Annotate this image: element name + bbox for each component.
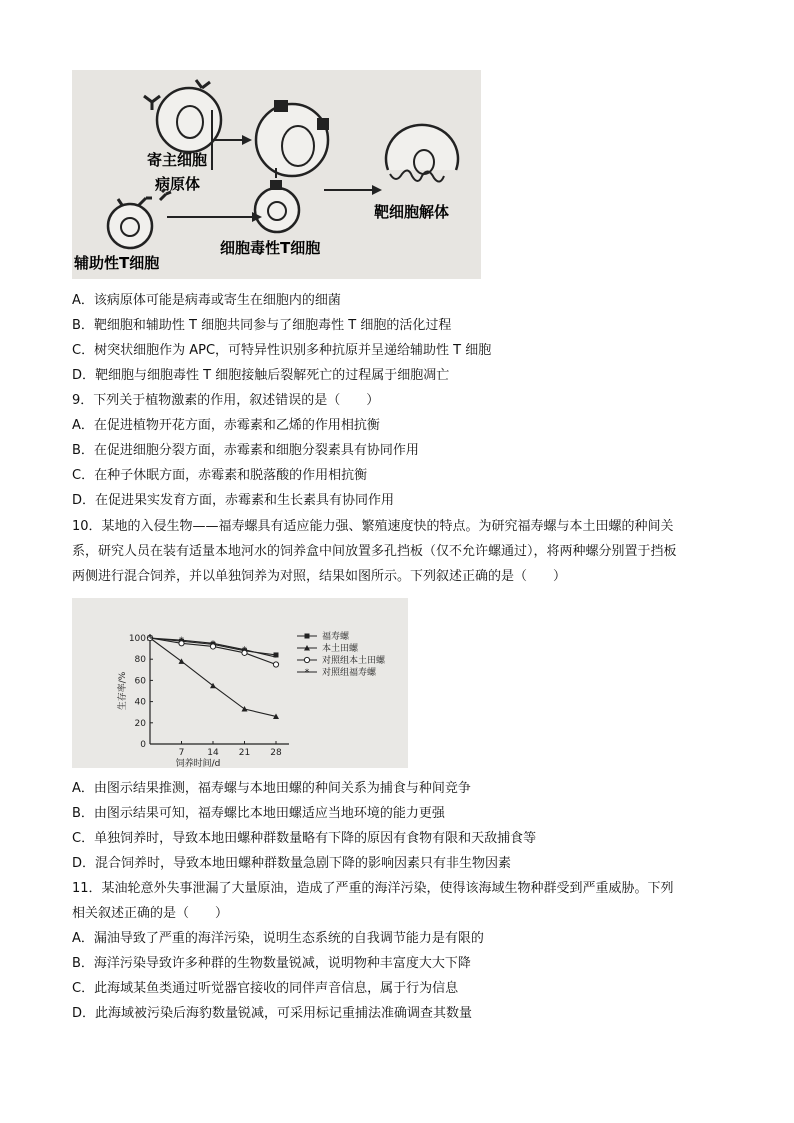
marker-star: * bbox=[273, 653, 279, 664]
x-tick-label: 21 bbox=[238, 748, 251, 758]
immune-diagram-svg bbox=[72, 70, 481, 279]
y-tick-label: 80 bbox=[134, 655, 146, 666]
q11-stem-line-2: 相关叙述正确的是（ ） bbox=[72, 906, 229, 921]
x-axis-label: 饲养时间/d bbox=[175, 759, 221, 768]
q10-option-c: C．单独饲养时，导致本地田螺种群数量略有下降的原因有食物有限和天敌捕食等 bbox=[72, 831, 537, 846]
legend-label: 福寿螺 bbox=[322, 632, 350, 642]
marker-star: * bbox=[304, 668, 310, 678]
arrow-head bbox=[372, 185, 382, 195]
q9-option-a: A．在促进植物开花方面，赤霉素和乙烯的作用相抗衡 bbox=[72, 418, 380, 433]
q11-option-a: A．漏油导致了严重的海洋污染，说明生态系统的自我调节能力是有限的 bbox=[72, 931, 484, 946]
y-tick-label: 0 bbox=[140, 740, 146, 750]
y-tick-label: 60 bbox=[134, 676, 146, 687]
q9-stem: 9．下列关于植物激素的作用，叙述错误的是（ ） bbox=[72, 393, 380, 408]
legend-label: 本土田螺 bbox=[322, 644, 359, 654]
marker-star: * bbox=[147, 634, 153, 644]
cytotoxic-t-cell bbox=[255, 168, 299, 232]
marker-circle bbox=[304, 657, 309, 662]
x-tick-label: 14 bbox=[207, 748, 219, 758]
immune-diagram bbox=[72, 70, 481, 279]
legend-label: 对照组本土田螺 bbox=[322, 656, 386, 666]
q11-stem-line-1: 11．某油轮意外失事泄漏了大量原油，造成了严重的海洋污染，使得该海域生物种群受到严重威胁。下列 bbox=[72, 881, 674, 896]
q11-option-d: D．此海域被污染后海豹数量锐减，可采用标记重捕法准确调查其数量 bbox=[72, 1006, 473, 1021]
q11-option-b: B．海洋污染导致许多种群的生物数量锐减，说明物种丰富度大大下降 bbox=[72, 956, 471, 971]
y-tick-label: 20 bbox=[134, 718, 146, 729]
q10-stem-line-2: 系，研究人员在装有适量本地河水的饲养盒中间放置多孔挡板（仅不允许螺通过），将两种螺分别置于挡板 bbox=[72, 544, 677, 559]
survival-chart bbox=[72, 598, 408, 768]
survival-chart-svg bbox=[72, 598, 408, 768]
y-axis-label: 生存率/% bbox=[118, 671, 128, 711]
label-pathogen: 病原体 bbox=[155, 175, 201, 193]
host-cell bbox=[144, 80, 221, 152]
target-cell-lysis bbox=[386, 125, 458, 182]
marker-star: * bbox=[210, 639, 216, 650]
q10-option-b: B．由图示结果可知，福寿螺比本地田螺适应当地环境的能力更强 bbox=[72, 806, 445, 821]
label-helper-t: 辅助性T细胞 bbox=[74, 254, 160, 272]
label-target-lysis: 靶细胞解体 bbox=[374, 203, 450, 221]
marker-square bbox=[305, 634, 310, 639]
q10-stem-line-1: 10．某地的入侵生物——福寿螺具有适应能力强、繁殖速度快的特点。为研究福寿螺与本土田螺的种间关 bbox=[72, 519, 674, 534]
q8-option-a: A．该病原体可能是病毒或寄生在细胞内的细菌 bbox=[72, 293, 341, 308]
q9-option-d: D．在促进果实发育方面，赤霉素和生长素具有协同作用 bbox=[72, 493, 395, 508]
q10-stem-line-3: 两侧进行混合饲养，并以单独饲养为对照，结果如图所示。下列叙述正确的是（ ） bbox=[72, 569, 567, 584]
q10-option-a: A．由图示结果推测，福寿螺与本地田螺的种间关系为捕食与种间竞争 bbox=[72, 781, 471, 796]
q9-option-b: B．在促进细胞分裂方面，赤霉素和细胞分裂素具有协同作用 bbox=[72, 443, 419, 458]
helper-t-cell bbox=[108, 198, 152, 248]
legend-label: 对照组福寿螺 bbox=[322, 668, 377, 678]
label-cytotoxic-t: 细胞毒性T细胞 bbox=[220, 239, 321, 257]
activated-cytotoxic-t-cell bbox=[256, 100, 329, 176]
q10-option-d: D．混合饲养时，导致本地田螺种群数量急剧下降的影响因素只有非生物因素 bbox=[72, 856, 512, 871]
series-line bbox=[150, 638, 276, 716]
q9-option-c: C．在种子休眠方面，赤霉素和脱落酸的作用相抗衡 bbox=[72, 468, 368, 483]
arrow-head bbox=[242, 135, 252, 145]
marker-star: * bbox=[179, 636, 184, 647]
y-tick-label: 100 bbox=[128, 634, 146, 644]
q8-option-c: C．树突状细胞作为 APC，可特异性识别多种抗原并呈递给辅助性 T 细胞 bbox=[72, 343, 492, 358]
q8-option-d: D．靶细胞与细胞毒性 T 细胞接触后裂解死亡的过程属于细胞凋亡 bbox=[72, 368, 450, 383]
x-tick-label: 7 bbox=[178, 748, 185, 758]
label-host-cell: 寄主细胞 bbox=[147, 151, 208, 169]
marker-star: * bbox=[242, 645, 247, 656]
x-tick-label: 28 bbox=[270, 748, 282, 758]
q8-option-b: B．靶细胞和辅助性 T 细胞共同参与了细胞毒性 T 细胞的活化过程 bbox=[72, 318, 452, 333]
y-tick-label: 40 bbox=[134, 697, 146, 708]
q11-option-c: C．此海域某鱼类通过听觉器官接收的同伴声音信息，属于行为信息 bbox=[72, 981, 459, 996]
